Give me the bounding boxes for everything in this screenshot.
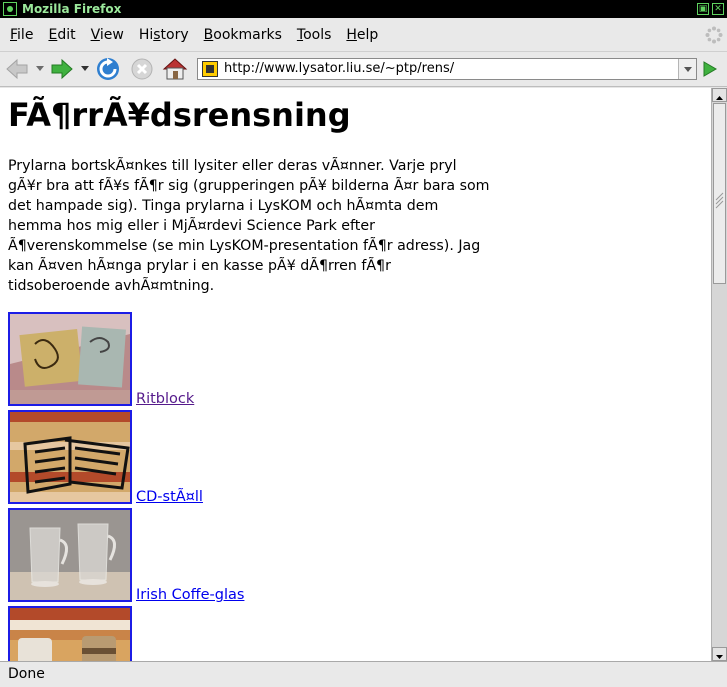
forward-icon[interactable] [49,56,75,82]
stop-icon[interactable] [129,56,155,82]
list-item [8,606,408,661]
ritblock-thumbnail[interactable] [8,312,132,406]
page-heading: FÃ¶rrÃ¥dsrensning [8,96,351,134]
status-text: Done [8,666,45,682]
window-menu-icon[interactable] [3,2,17,16]
throbber-icon [705,26,723,44]
site-favicon-icon [202,61,218,77]
menu-tools[interactable]: Tools [296,26,332,43]
window-title: Mozilla Firefox [22,2,122,16]
list-item [8,410,408,508]
menu-file[interactable]: File [10,26,34,43]
grip-icon [714,104,725,283]
ritblock-link[interactable]: Ritblock [136,391,195,407]
cd-stall-thumbnail[interactable] [8,410,132,504]
url-bar[interactable] [197,58,697,80]
scroll-thumb[interactable] [713,103,726,284]
irish-coffee-glas-link[interactable]: Irish Coffe-glas [136,587,245,603]
menu-edit[interactable]: Edit [48,26,76,43]
maximize-icon[interactable]: ▣ [698,4,708,14]
forward-dropdown-icon[interactable] [81,66,89,72]
item-gallery [8,312,408,661]
chevron-down-icon [679,59,697,79]
window-titlebar [0,0,727,18]
scroll-up-button[interactable] [712,88,727,102]
menu-help[interactable]: Help [346,26,379,43]
status-bar [0,661,727,687]
back-icon[interactable] [4,56,30,82]
menu-view[interactable]: View [90,26,124,43]
url-history-dropdown[interactable] [678,59,696,79]
url-input[interactable]: http://www.lysator.liu.se/~ptp/rens/ [224,61,455,76]
vertical-scrollbar[interactable] [711,88,727,661]
irish-coffee-glas-thumbnail[interactable] [8,508,132,602]
back-dropdown-icon[interactable] [36,66,44,72]
page-content[interactable] [0,88,711,661]
list-item [8,508,408,606]
reload-icon[interactable] [95,56,121,82]
home-icon[interactable] [162,56,188,82]
menu-bookmarks[interactable]: Bookmarks [203,26,282,43]
mug-thumbnail[interactable] [8,606,132,661]
menu-bar [0,18,727,52]
go-icon[interactable] [700,60,718,78]
close-icon[interactable]: ✕ [712,3,724,15]
scroll-down-button[interactable] [712,647,727,661]
intro-paragraph: Prylarna bortskÃ¤nkes till lysiter eller deras vÃ¤nner. Varje pryl gÃ¥r bra att fÃ¥s fÃ¶r sig (grupperingen pÃ¥ bilderna Ã¤r bara som det hampade sig). Tinga prylarna i LysKOM och hÃ¤mta dem hemma hos mig eller i MjÃ¤rdevi Science Park efter Ã¶verenskommelse (se min LysKOM-presentation fÃ¶r adress). Jag kan Ã¤ven hÃ¤nga prylar i en kasse pÃ¥ dÃ¶rren fÃ¶r tidsoberoende avhÃ¤mtning. [8,158,490,294]
menu-history[interactable]: History [138,26,189,43]
cd-stall-link[interactable]: CD-stÃ¤ll [136,489,203,505]
list-item [8,312,408,410]
